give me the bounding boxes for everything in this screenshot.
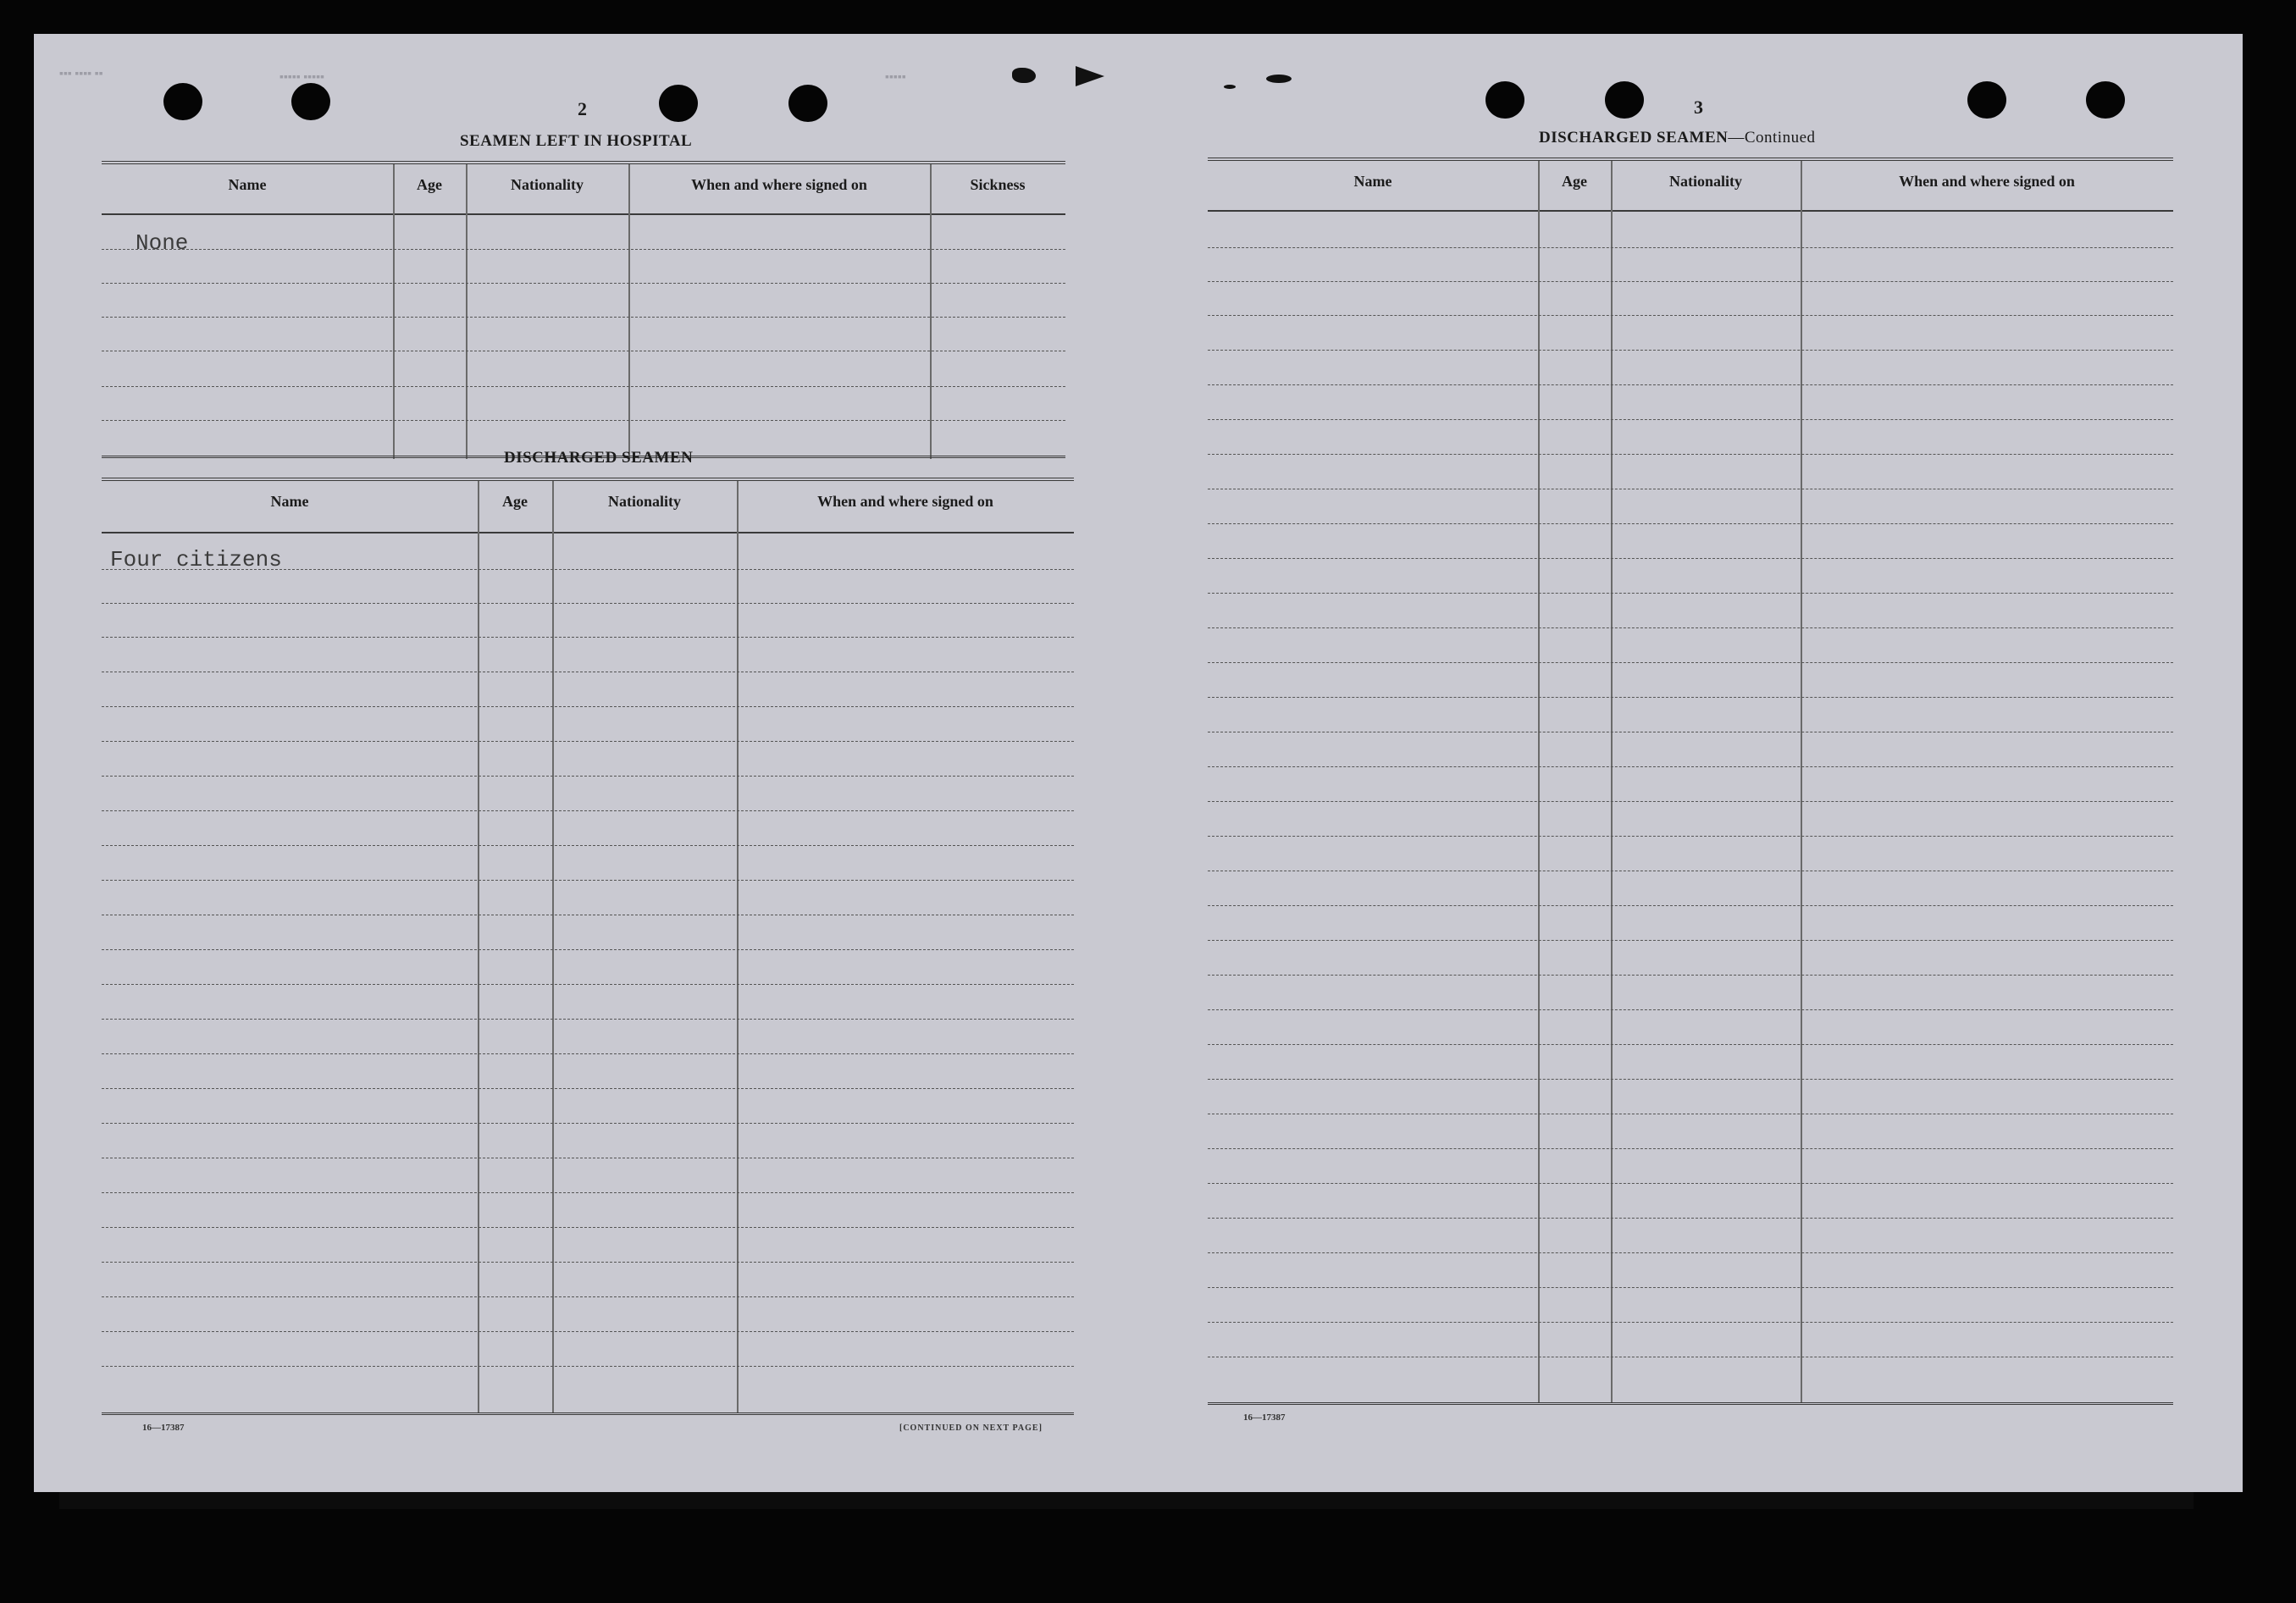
column-divider bbox=[628, 164, 630, 459]
row-line bbox=[1208, 1322, 2173, 1323]
row-line bbox=[102, 776, 1074, 777]
column-divider bbox=[478, 481, 479, 1412]
punch-hole bbox=[1605, 81, 1644, 119]
form-number-left: 16—17387 bbox=[142, 1423, 185, 1433]
row-line bbox=[102, 249, 1065, 250]
ledger-sheet bbox=[34, 34, 2243, 1492]
ink-blot bbox=[1012, 68, 1036, 83]
row-line bbox=[102, 1192, 1074, 1193]
punch-hole bbox=[2086, 81, 2125, 119]
bleed-through-text: ▪▪▪ ▪▪▪▪ ▪▪ bbox=[59, 68, 103, 80]
row-line bbox=[1208, 662, 2173, 663]
column-header-name: Name bbox=[228, 176, 267, 193]
row-line bbox=[102, 1019, 1074, 1020]
bleed-through-text: ▪▪▪▪▪ ▪▪▪▪▪ bbox=[279, 71, 325, 84]
row-line bbox=[102, 949, 1074, 950]
row-line bbox=[102, 810, 1074, 811]
row-line bbox=[1208, 1287, 2173, 1288]
punch-hole bbox=[659, 85, 698, 122]
header-rule bbox=[102, 532, 1074, 533]
row-line bbox=[1208, 454, 2173, 455]
row-line bbox=[1208, 281, 2173, 282]
row-line bbox=[1208, 975, 2173, 976]
table-bottom-rule bbox=[1208, 1402, 2173, 1405]
table-bottom-rule bbox=[102, 1412, 1074, 1415]
form-number-right: 16—17387 bbox=[1243, 1412, 1286, 1423]
row-line bbox=[102, 1366, 1074, 1367]
row-line bbox=[102, 1088, 1074, 1089]
row-line bbox=[1208, 523, 2173, 524]
row-line bbox=[102, 1227, 1074, 1228]
row-line bbox=[102, 317, 1065, 318]
row-line bbox=[102, 741, 1074, 742]
row-line bbox=[102, 386, 1065, 387]
row-line bbox=[102, 984, 1074, 985]
continued-note: [CONTINUED ON NEXT PAGE] bbox=[899, 1423, 1043, 1433]
column-header-age: Age bbox=[1562, 173, 1587, 190]
discharged-continued-title bbox=[1539, 129, 1816, 147]
discharged-entry-text: Four citizens bbox=[110, 547, 282, 572]
column-header-age: Age bbox=[502, 493, 528, 510]
row-line bbox=[102, 1053, 1074, 1054]
column-divider bbox=[552, 481, 554, 1412]
hospital-section-title: SEAMEN LEFT IN HOSPITAL bbox=[460, 132, 693, 150]
punch-hole bbox=[163, 83, 202, 120]
punch-hole bbox=[788, 85, 827, 122]
bleed-through-text: ▪▪▪▪▪ bbox=[885, 71, 906, 84]
row-line bbox=[102, 1331, 1074, 1332]
row-line bbox=[1208, 905, 2173, 906]
column-header-age: Age bbox=[417, 176, 442, 193]
row-line bbox=[1208, 593, 2173, 594]
row-line bbox=[102, 1262, 1074, 1263]
column-header-nationality: Nationality bbox=[607, 493, 681, 510]
header-rule bbox=[1208, 210, 2173, 212]
section-title-suffix: —Continued bbox=[1728, 129, 1816, 146]
column-header-signed-on: When and where signed on bbox=[691, 176, 867, 193]
row-line bbox=[1208, 766, 2173, 767]
discharged-table-left bbox=[102, 478, 1074, 1438]
row-line bbox=[102, 706, 1074, 707]
hospital-table bbox=[102, 161, 1065, 466]
row-line bbox=[102, 845, 1074, 846]
punch-hole bbox=[1967, 81, 2006, 119]
row-line bbox=[102, 880, 1074, 881]
section-title-main: DISCHARGED SEAMEN bbox=[1539, 129, 1729, 146]
row-line bbox=[1208, 627, 2173, 628]
column-header-nationality: Nationality bbox=[510, 176, 584, 193]
page-number-right: 3 bbox=[1694, 97, 1703, 118]
column-divider bbox=[930, 164, 932, 459]
ink-blot bbox=[1076, 66, 1104, 86]
header-rule bbox=[102, 213, 1065, 215]
column-header-signed-on: When and where signed on bbox=[817, 493, 993, 510]
row-line bbox=[102, 283, 1065, 284]
column-divider bbox=[1538, 161, 1540, 1402]
column-divider bbox=[466, 164, 467, 459]
row-line bbox=[1208, 1218, 2173, 1219]
row-line bbox=[1208, 247, 2173, 248]
discharged-section-title: DISCHARGED SEAMEN bbox=[504, 449, 694, 467]
row-line bbox=[1208, 350, 2173, 351]
ink-blot bbox=[1224, 85, 1236, 89]
row-line bbox=[1208, 1148, 2173, 1149]
column-divider bbox=[393, 164, 395, 459]
column-header-name: Name bbox=[270, 493, 309, 510]
punch-hole bbox=[291, 83, 330, 120]
punch-hole bbox=[1485, 81, 1524, 119]
row-line bbox=[1208, 836, 2173, 837]
row-line bbox=[1208, 315, 2173, 316]
column-header-name: Name bbox=[1353, 173, 1392, 190]
row-line bbox=[1208, 940, 2173, 941]
sheet-bottom-edge bbox=[59, 1492, 2194, 1509]
row-line bbox=[1208, 419, 2173, 420]
column-header-nationality: Nationality bbox=[1668, 173, 1742, 190]
row-line bbox=[1208, 1044, 2173, 1045]
column-divider bbox=[737, 481, 739, 1412]
ink-blot bbox=[1266, 75, 1292, 83]
column-divider bbox=[1611, 161, 1613, 1402]
row-line bbox=[1208, 384, 2173, 385]
column-divider bbox=[1801, 161, 1802, 1402]
row-line bbox=[1208, 801, 2173, 802]
discharged-table-right bbox=[1208, 158, 2173, 1431]
column-header-sickness: Sickness bbox=[970, 176, 1026, 193]
row-line bbox=[1208, 1252, 2173, 1253]
column-header-signed-on: When and where signed on bbox=[1899, 173, 2075, 190]
hospital-entry-text: None bbox=[136, 230, 189, 256]
row-line bbox=[1208, 1079, 2173, 1080]
row-line bbox=[102, 637, 1074, 638]
row-line bbox=[102, 1123, 1074, 1124]
row-line bbox=[102, 1296, 1074, 1297]
page-number-left: 2 bbox=[578, 98, 587, 119]
row-line bbox=[1208, 697, 2173, 698]
row-line bbox=[1208, 1183, 2173, 1184]
row-line bbox=[102, 420, 1065, 421]
row-line bbox=[102, 603, 1074, 604]
row-line bbox=[1208, 1009, 2173, 1010]
row-line bbox=[1208, 558, 2173, 559]
